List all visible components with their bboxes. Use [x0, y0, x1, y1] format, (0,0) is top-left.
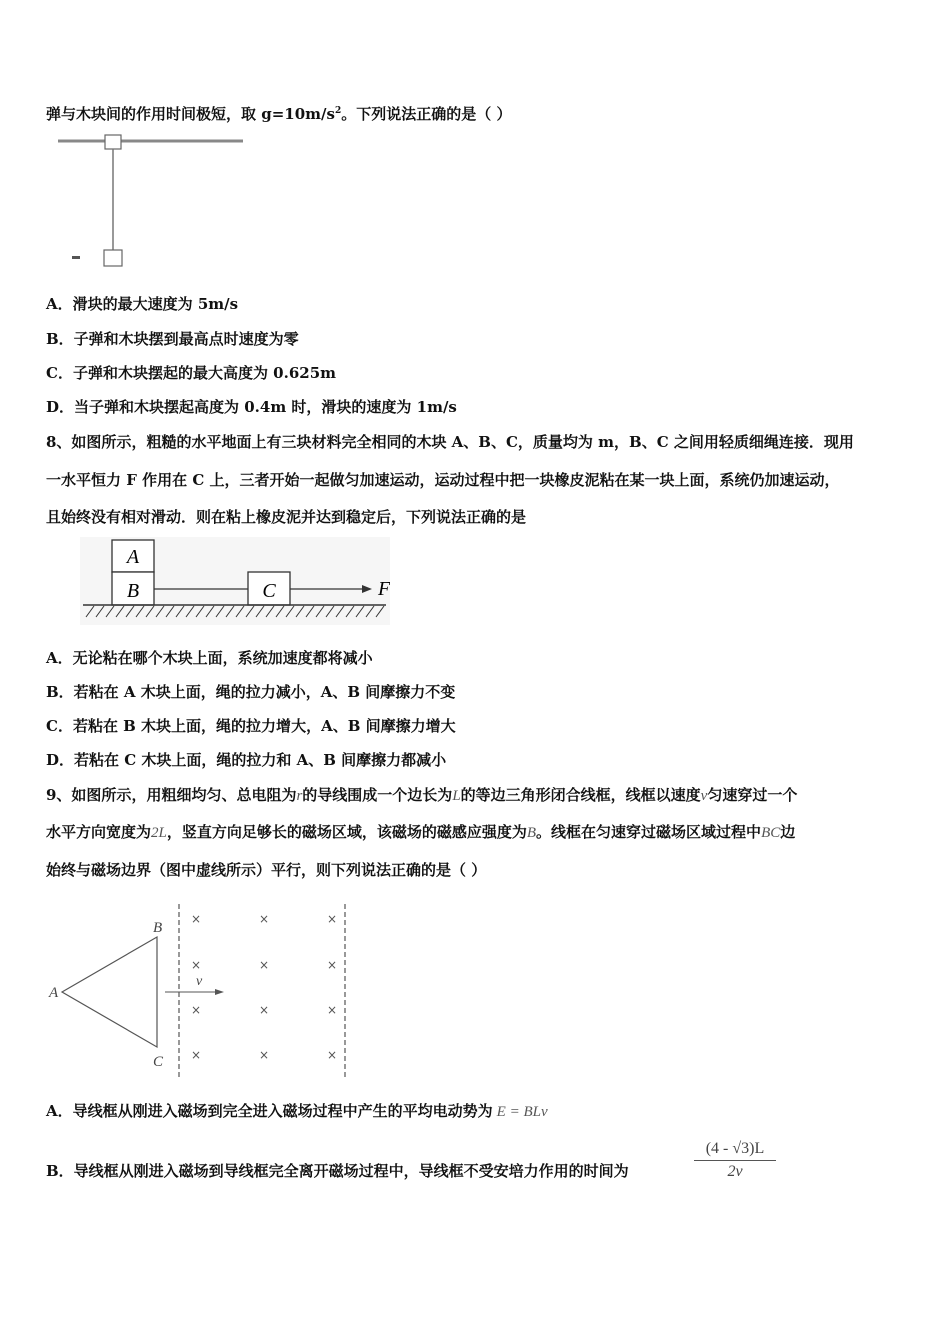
velocity-v-label: v [196, 974, 203, 989]
q9-stem-line2: 水平方向宽度为2L，竖直方向足够长的磁场区域，该磁场的磁感应强度为B。线框在匀速穿过磁场区域过程中BC边 [46, 823, 796, 841]
q7-option-d: D．当子弹和木块摆起高度为 0.4m 时，滑块的速度为 1m/s [46, 398, 457, 416]
q8-stem-line3: 且始终没有相对滑动．则在粘上橡皮泥并达到稳定后，下列说法正确的是 [46, 508, 527, 526]
field-cross: × [326, 912, 338, 926]
symbol-r: r [296, 788, 303, 804]
q9-option-b: B．导线框从刚进入磁场到导线框完全离开磁场过程中，导线框不受安培力作用的时间为 [46, 1162, 629, 1180]
q7-option-b: B．子弹和木块摆到最高点时速度为零 [46, 330, 299, 348]
symbol-b: B [526, 825, 537, 841]
field-cross: × [258, 912, 270, 926]
intro-line [46, 101, 511, 124]
block-b-label: B [126, 580, 140, 602]
field-cross: × [326, 958, 338, 972]
q9-stem-line1: 9、如图所示，用粗细均匀、总电阻为r的导线围成一个边长为L的等边三角形闭合线框，线框以速度v匀速穿过一个 [46, 786, 798, 804]
force-f-label: F [378, 578, 390, 600]
q9-stem-line3: 始终与磁场边界（图中虚线所示）平行，则下列说法正确的是（ ） [46, 861, 487, 879]
field-cross: × [258, 958, 270, 972]
q8-stem-line1: 8、如图所示，粗糙的水平地面上有三块材料完全相同的木块 A、B、C，质量均为 m，B、C 之间用轻质细绳连接．现用 [46, 433, 854, 451]
field-cross: × [190, 1048, 202, 1062]
pendulum-figure [55, 132, 250, 274]
symbol-l: L [452, 788, 461, 804]
emf-formula: E = BLv [496, 1104, 548, 1120]
q7-option-c: C．子弹和木块摆起的最大高度为 0.625m [46, 364, 337, 382]
symbol-bc: BC [761, 825, 781, 841]
intro-text-end: 。下列说法正确的是（ ） [341, 105, 512, 123]
q8-option-c: C．若粘在 B 木块上面，绳的拉力增大，A、B 间摩擦力增大 [46, 717, 456, 735]
block-c-label: C [262, 580, 276, 602]
blocks-figure [80, 537, 390, 625]
field-cross: × [258, 1003, 270, 1017]
q8-option-a: A．无论粘在哪个木块上面，系统加速度都将减小 [46, 649, 373, 667]
field-cross: × [326, 1048, 338, 1062]
vertex-b-label: B [153, 920, 163, 936]
field-cross: × [190, 912, 202, 926]
q8-stem-line2: 一水平恒力 F 作用在 C 上，三者开始一起做匀加速运动，运动过程中把一块橡皮泥粘在某一块上面，系统仍加速运动， [46, 471, 840, 489]
q7-option-a: A．滑块的最大速度为 5m/s [46, 295, 239, 313]
fraction-numerator: (4 - √3)L [694, 1140, 776, 1161]
field-cross: × [326, 1003, 338, 1017]
block-a-label: A [126, 546, 140, 568]
magnetic-field-figure [45, 900, 355, 1084]
q8-option-b: B．若粘在 A 木块上面，绳的拉力减小，A、B 间摩擦力不变 [46, 683, 456, 701]
vertex-a-label: A [49, 985, 59, 1001]
intro-text: 弹与木块间的作用时间极短，取 g=10m/s [46, 105, 335, 123]
symbol-2l: 2L [151, 825, 167, 841]
field-cross: × [190, 958, 202, 972]
fraction-denominator: 2v [727, 1163, 743, 1180]
q8-option-d: D．若粘在 C 木块上面，绳的拉力和 A、B 间摩擦力都减小 [46, 751, 447, 769]
field-cross: × [190, 1003, 202, 1017]
q9-option-a: A．导线框从刚进入磁场到完全进入磁场过程中产生的平均电动势为 E = BLv [46, 1102, 548, 1120]
field-cross: × [258, 1048, 270, 1062]
vertex-c-label: C [153, 1054, 164, 1070]
symbol-v: v [700, 788, 708, 804]
time-fraction [694, 1140, 776, 1181]
intro-superscript: 2 [334, 106, 342, 116]
